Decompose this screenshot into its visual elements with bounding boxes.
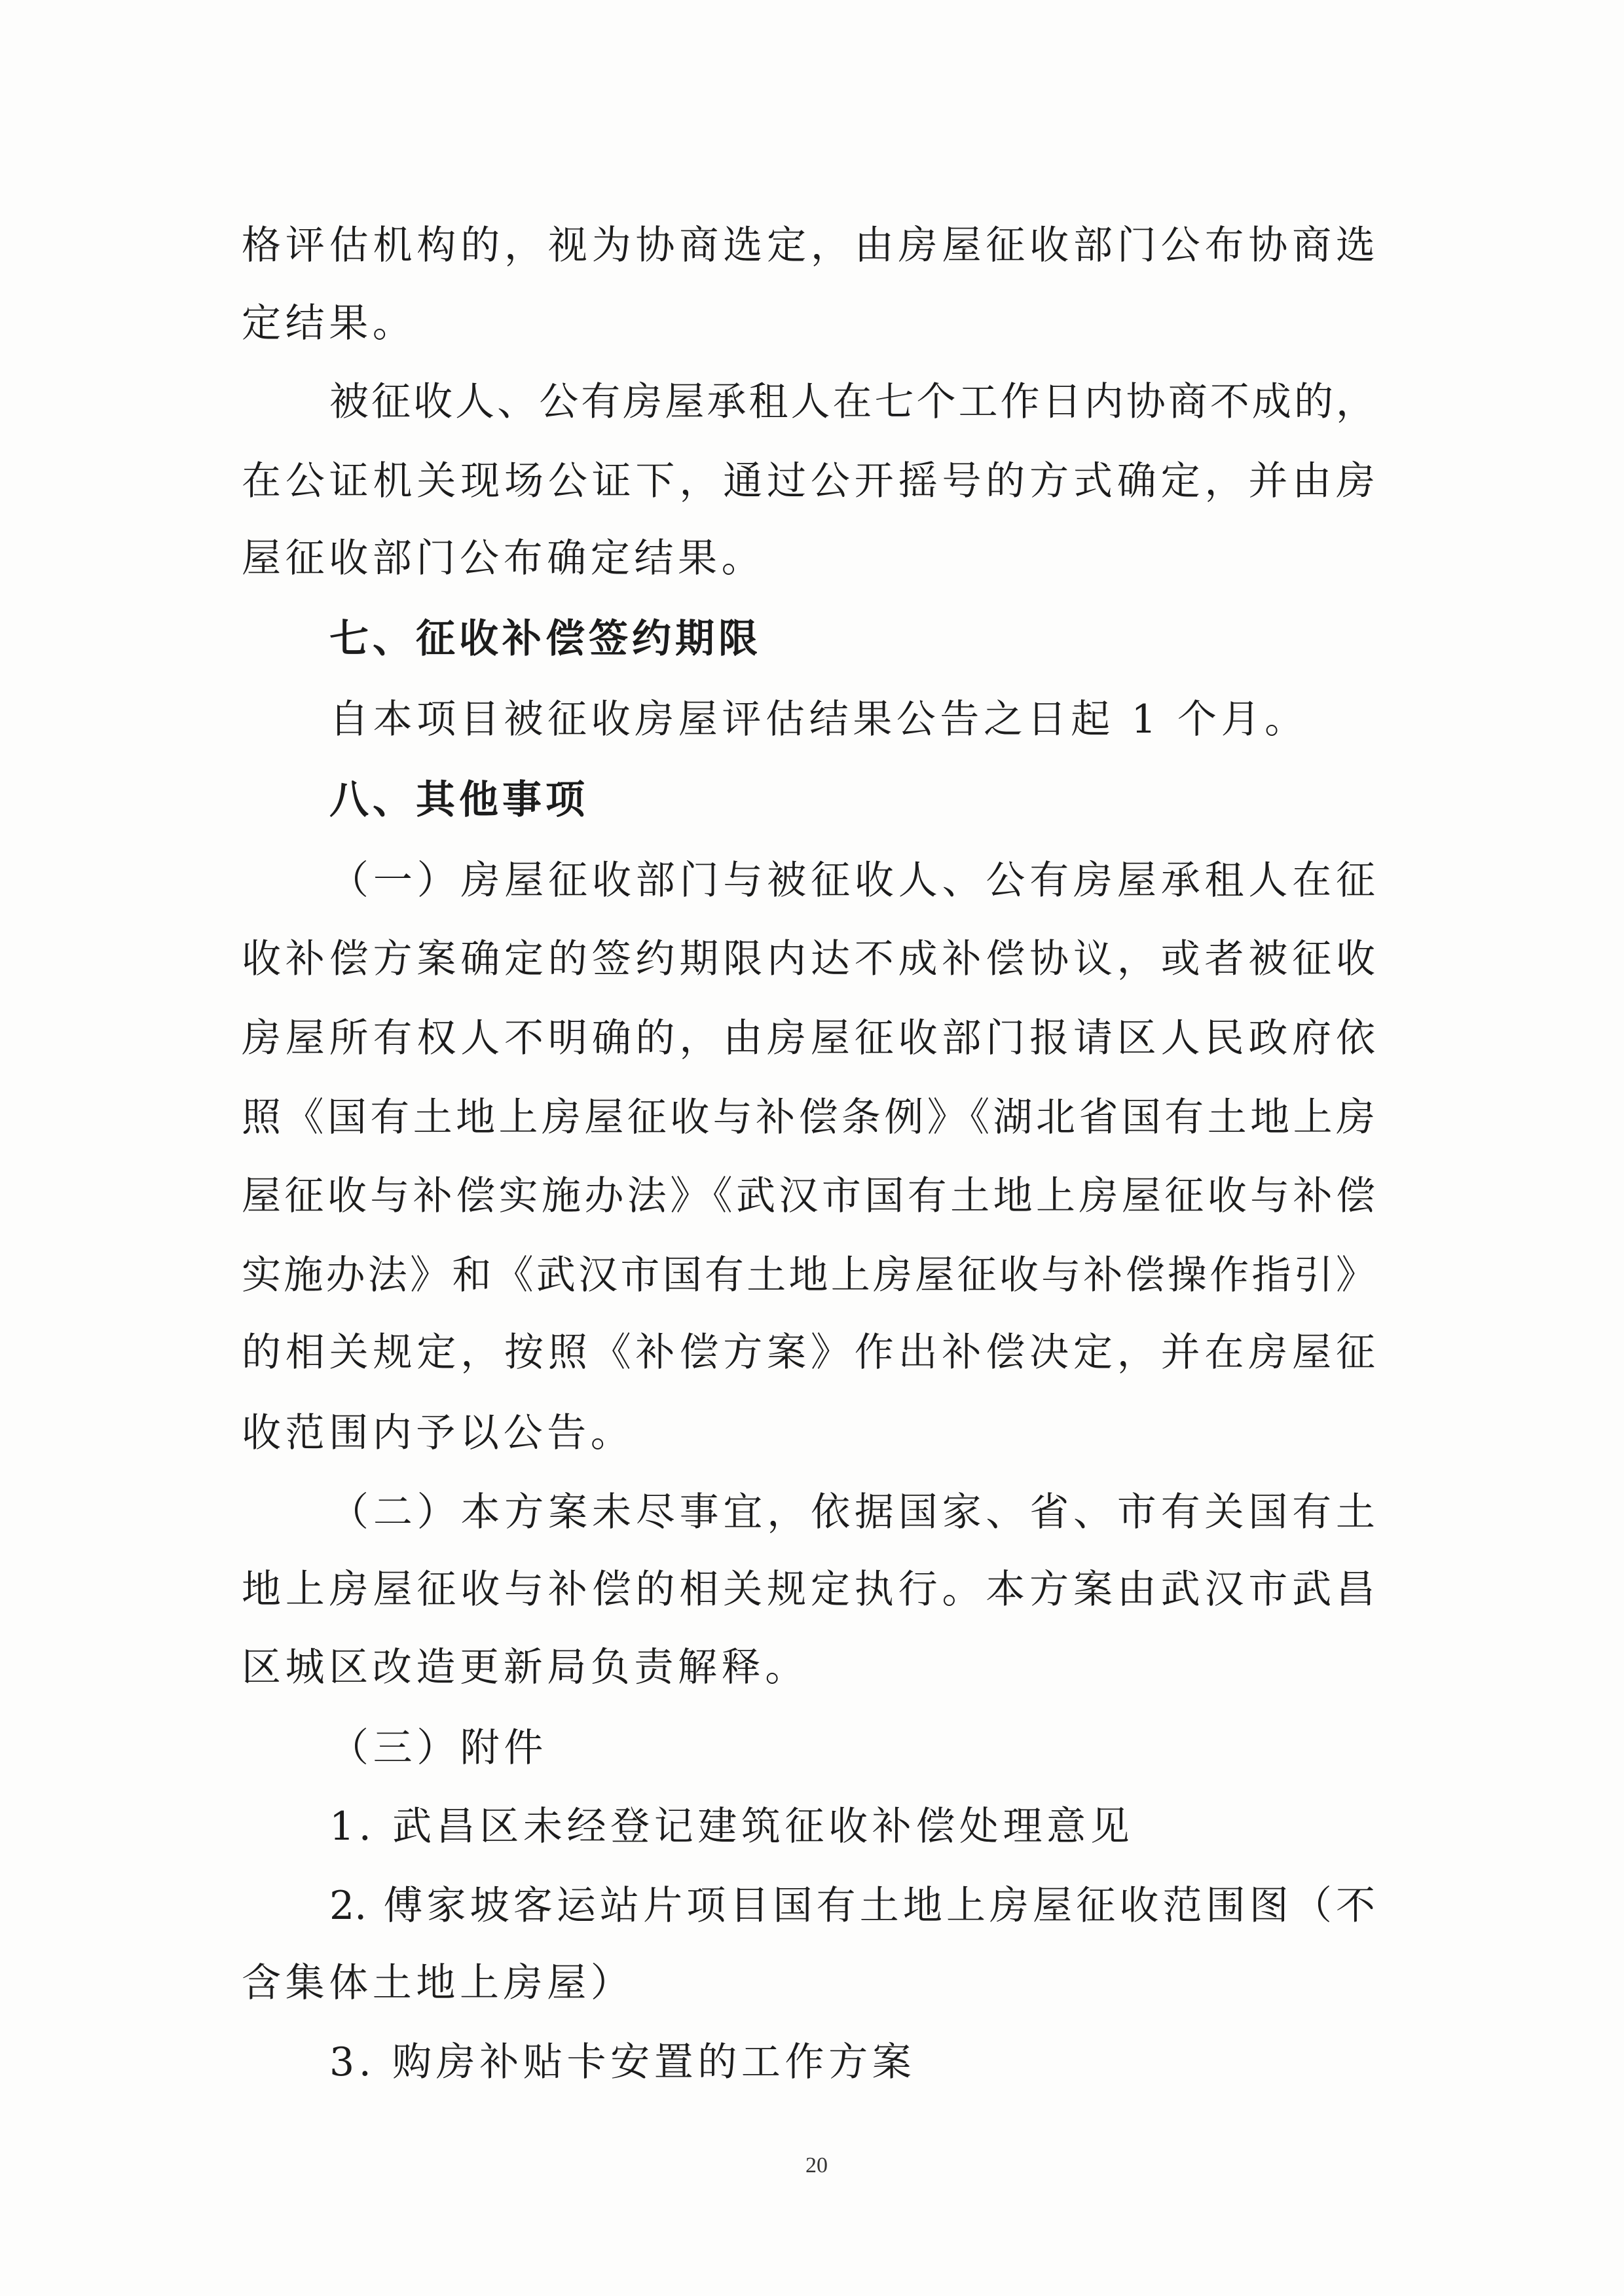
paragraph-line: 被征收人、公有房屋承租人在七个工作日内协商不成的，: [329, 379, 1375, 425]
paragraph-line: 收范围内予以公告。: [242, 1410, 635, 1456]
paragraph-line: 屋征收与补偿实施办法》《武汉市国有土地上房屋征收与补偿: [242, 1173, 1375, 1219]
paragraph-line: 实施办法》和《武汉市国有土地上房屋征收与补偿操作指引》: [242, 1252, 1375, 1298]
paragraph-line: 自本项目被征收房屋评估结果公告之日起 1 个月。: [329, 697, 1308, 742]
paragraph-line: 照《国有土地上房屋征收与补偿条例》《湖北省国有土地上房: [242, 1095, 1375, 1140]
paragraph-line: （三）附件: [329, 1725, 547, 1771]
attachment-item: 3. 购房补贴卡安置的工作方案: [329, 2039, 916, 2085]
attachment-item: 2. 傅家坡客运站片项目国有土地上房屋征收范围图（不: [329, 1883, 1375, 1929]
section-heading: 七、征收补偿签约期限: [329, 616, 762, 662]
page-number: 20: [805, 2153, 828, 2178]
paragraph-line: 房屋所有权人不明确的，由房屋征收部门报请区人民政府依: [242, 1015, 1375, 1061]
paragraph-line: 定结果。: [242, 301, 416, 346]
paragraph-line: 的相关规定，按照《补偿方案》作出补偿决定，并在房屋征: [242, 1330, 1375, 1376]
section-heading: 八、其他事项: [329, 777, 589, 823]
paragraph-line: 格评估机构的，视为协商选定，由房屋征收部门公布协商选: [242, 223, 1375, 268]
paragraph-line: 屋征收部门公布确定结果。: [242, 536, 766, 581]
paragraph-line: 地上房屋征收与补偿的相关规定执行。本方案由武汉市武昌: [242, 1567, 1375, 1613]
paragraph-line: 收补偿方案确定的签约期限内达不成补偿协议，或者被征收: [242, 936, 1375, 982]
paragraph-line: （二）本方案未尽事宜，依据国家、省、市有关国有土: [329, 1489, 1375, 1535]
paragraph-line: （一）房屋征收部门与被征收人、公有房屋承租人在征: [329, 858, 1375, 903]
paragraph-line: 在公证机关现场公证下，通过公开摇号的方式确定，并由房: [242, 458, 1375, 504]
attachment-item-continuation: 含集体土地上房屋）: [242, 1960, 635, 2006]
attachment-item: 1. 武昌区未经登记建筑征收补偿处理意见: [329, 1804, 1134, 1850]
paragraph-line: 区城区改造更新局负责解释。: [242, 1645, 809, 1690]
